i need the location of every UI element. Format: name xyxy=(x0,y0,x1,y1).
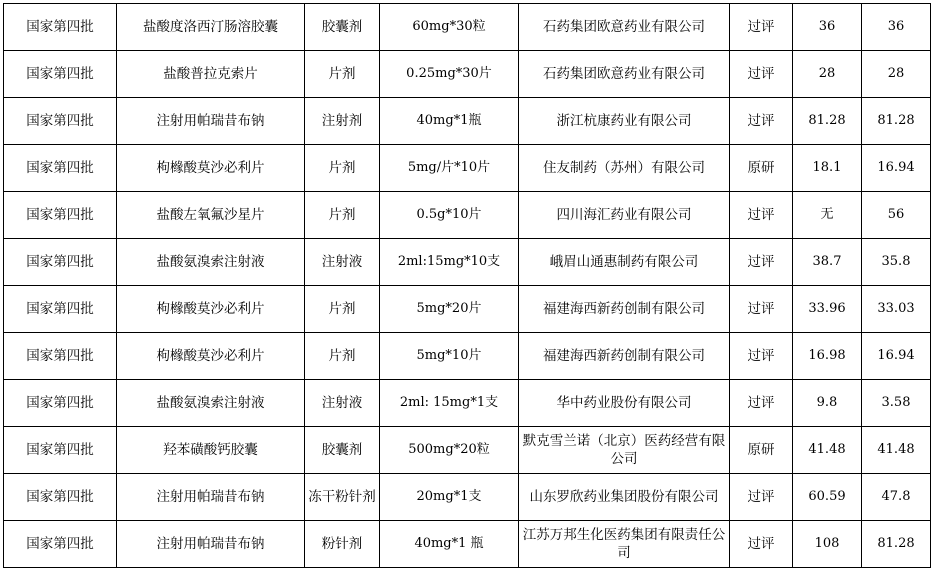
price-a-cell: 60.59 xyxy=(793,474,862,521)
price-b-cell: 33.03 xyxy=(862,286,931,333)
price-a-cell: 无 xyxy=(793,192,862,239)
price-a-cell: 16.98 xyxy=(793,333,862,380)
price-a-cell: 36 xyxy=(793,4,862,51)
dosage-form-cell: 胶囊剂 xyxy=(305,4,380,51)
manufacturer-cell: 石药集团欧意药业有限公司 xyxy=(519,4,730,51)
drug-name-cell: 注射用帕瑞昔布钠 xyxy=(117,98,305,145)
evaluation-cell: 过评 xyxy=(730,192,793,239)
price-b-cell: 16.94 xyxy=(862,145,931,192)
manufacturer-cell: 福建海西新药创制有限公司 xyxy=(519,333,730,380)
price-a-cell: 28 xyxy=(793,51,862,98)
spec-cell: 40mg*1 瓶 xyxy=(380,521,519,568)
drug-name-cell: 注射用帕瑞昔布钠 xyxy=(117,521,305,568)
batch-cell: 国家第四批 xyxy=(4,51,117,98)
manufacturer-cell: 峨眉山通惠制药有限公司 xyxy=(519,239,730,286)
drug-name-cell: 羟苯磺酸钙胶囊 xyxy=(117,427,305,474)
batch-cell: 国家第四批 xyxy=(4,98,117,145)
evaluation-cell: 过评 xyxy=(730,239,793,286)
price-a-cell: 33.96 xyxy=(793,286,862,333)
drug-name-cell: 盐酸度洛西汀肠溶胶囊 xyxy=(117,4,305,51)
price-b-cell: 81.28 xyxy=(862,98,931,145)
batch-cell: 国家第四批 xyxy=(4,192,117,239)
evaluation-cell: 原研 xyxy=(730,145,793,192)
dosage-form-cell: 胶囊剂 xyxy=(305,427,380,474)
spec-cell: 0.5g*10片 xyxy=(380,192,519,239)
table-body xyxy=(4,4,931,568)
evaluation-cell: 过评 xyxy=(730,521,793,568)
price-a-cell: 108 xyxy=(793,521,862,568)
manufacturer-cell: 福建海西新药创制有限公司 xyxy=(519,286,730,333)
dosage-form-cell: 片剂 xyxy=(305,192,380,239)
table-row xyxy=(4,192,931,239)
table-row xyxy=(4,98,931,145)
manufacturer-cell: 住友制药（苏州）有限公司 xyxy=(519,145,730,192)
table-row xyxy=(4,427,931,474)
table-row xyxy=(4,286,931,333)
drug-name-cell: 枸橼酸莫沙必利片 xyxy=(117,286,305,333)
table-row xyxy=(4,145,931,192)
evaluation-cell: 过评 xyxy=(730,474,793,521)
dosage-form-cell: 注射剂 xyxy=(305,98,380,145)
price-b-cell: 3.58 xyxy=(862,380,931,427)
price-b-cell: 41.48 xyxy=(862,427,931,474)
drug-name-cell: 枸橼酸莫沙必利片 xyxy=(117,333,305,380)
table-row xyxy=(4,474,931,521)
evaluation-cell: 过评 xyxy=(730,286,793,333)
dosage-form-cell: 片剂 xyxy=(305,145,380,192)
evaluation-cell: 过评 xyxy=(730,4,793,51)
manufacturer-cell: 华中药业股份有限公司 xyxy=(519,380,730,427)
price-b-cell: 35.8 xyxy=(862,239,931,286)
drug-name-cell: 枸橼酸莫沙必利片 xyxy=(117,145,305,192)
spec-cell: 40mg*1瓶 xyxy=(380,98,519,145)
drug-name-cell: 盐酸左氧氟沙星片 xyxy=(117,192,305,239)
spec-cell: 500mg*20粒 xyxy=(380,427,519,474)
price-a-cell: 18.1 xyxy=(793,145,862,192)
batch-cell: 国家第四批 xyxy=(4,145,117,192)
drug-name-cell: 盐酸氨溴索注射液 xyxy=(117,380,305,427)
evaluation-cell: 过评 xyxy=(730,333,793,380)
batch-cell: 国家第四批 xyxy=(4,380,117,427)
spec-cell: 60mg*30粒 xyxy=(380,4,519,51)
drug-name-cell: 注射用帕瑞昔布钠 xyxy=(117,474,305,521)
price-b-cell: 81.28 xyxy=(862,521,931,568)
manufacturer-cell: 山东罗欣药业集团股份有限公司 xyxy=(519,474,730,521)
batch-cell: 国家第四批 xyxy=(4,474,117,521)
evaluation-cell: 过评 xyxy=(730,51,793,98)
spec-cell: 5mg/片*10片 xyxy=(380,145,519,192)
dosage-form-cell: 注射液 xyxy=(305,239,380,286)
table-row xyxy=(4,333,931,380)
manufacturer-cell: 默克雪兰诺（北京）医药经营有限公司 xyxy=(519,427,730,474)
batch-cell: 国家第四批 xyxy=(4,4,117,51)
spec-cell: 5mg*10片 xyxy=(380,333,519,380)
table-row xyxy=(4,4,931,51)
batch-cell: 国家第四批 xyxy=(4,286,117,333)
batch-cell: 国家第四批 xyxy=(4,521,117,568)
price-a-cell: 41.48 xyxy=(793,427,862,474)
spec-cell: 5mg*20片 xyxy=(380,286,519,333)
price-b-cell: 56 xyxy=(862,192,931,239)
dosage-form-cell: 注射液 xyxy=(305,380,380,427)
spec-cell: 2ml: 15mg*1支 xyxy=(380,380,519,427)
drug-name-cell: 盐酸普拉克索片 xyxy=(117,51,305,98)
evaluation-cell: 原研 xyxy=(730,427,793,474)
dosage-form-cell: 粉针剂 xyxy=(305,521,380,568)
batch-cell: 国家第四批 xyxy=(4,239,117,286)
spec-cell: 20mg*1支 xyxy=(380,474,519,521)
evaluation-cell: 过评 xyxy=(730,98,793,145)
table-row xyxy=(4,521,931,568)
batch-cell: 国家第四批 xyxy=(4,333,117,380)
dosage-form-cell: 片剂 xyxy=(305,51,380,98)
price-b-cell: 28 xyxy=(862,51,931,98)
manufacturer-cell: 浙江杭康药业有限公司 xyxy=(519,98,730,145)
dosage-form-cell: 片剂 xyxy=(305,333,380,380)
price-b-cell: 16.94 xyxy=(862,333,931,380)
drug-procurement-table xyxy=(3,3,931,568)
price-b-cell: 47.8 xyxy=(862,474,931,521)
dosage-form-cell: 片剂 xyxy=(305,286,380,333)
manufacturer-cell: 四川海汇药业有限公司 xyxy=(519,192,730,239)
dosage-form-cell: 冻干粉针剂 xyxy=(305,474,380,521)
manufacturer-cell: 江苏万邦生化医药集团有限责任公司 xyxy=(519,521,730,568)
price-a-cell: 81.28 xyxy=(793,98,862,145)
price-a-cell: 38.7 xyxy=(793,239,862,286)
drug-name-cell: 盐酸氨溴索注射液 xyxy=(117,239,305,286)
manufacturer-cell: 石药集团欧意药业有限公司 xyxy=(519,51,730,98)
table-row xyxy=(4,51,931,98)
table-row xyxy=(4,380,931,427)
price-b-cell: 36 xyxy=(862,4,931,51)
spec-cell: 0.25mg*30片 xyxy=(380,51,519,98)
table-row xyxy=(4,239,931,286)
price-a-cell: 9.8 xyxy=(793,380,862,427)
batch-cell: 国家第四批 xyxy=(4,427,117,474)
evaluation-cell: 过评 xyxy=(730,380,793,427)
spec-cell: 2ml:15mg*10支 xyxy=(380,239,519,286)
